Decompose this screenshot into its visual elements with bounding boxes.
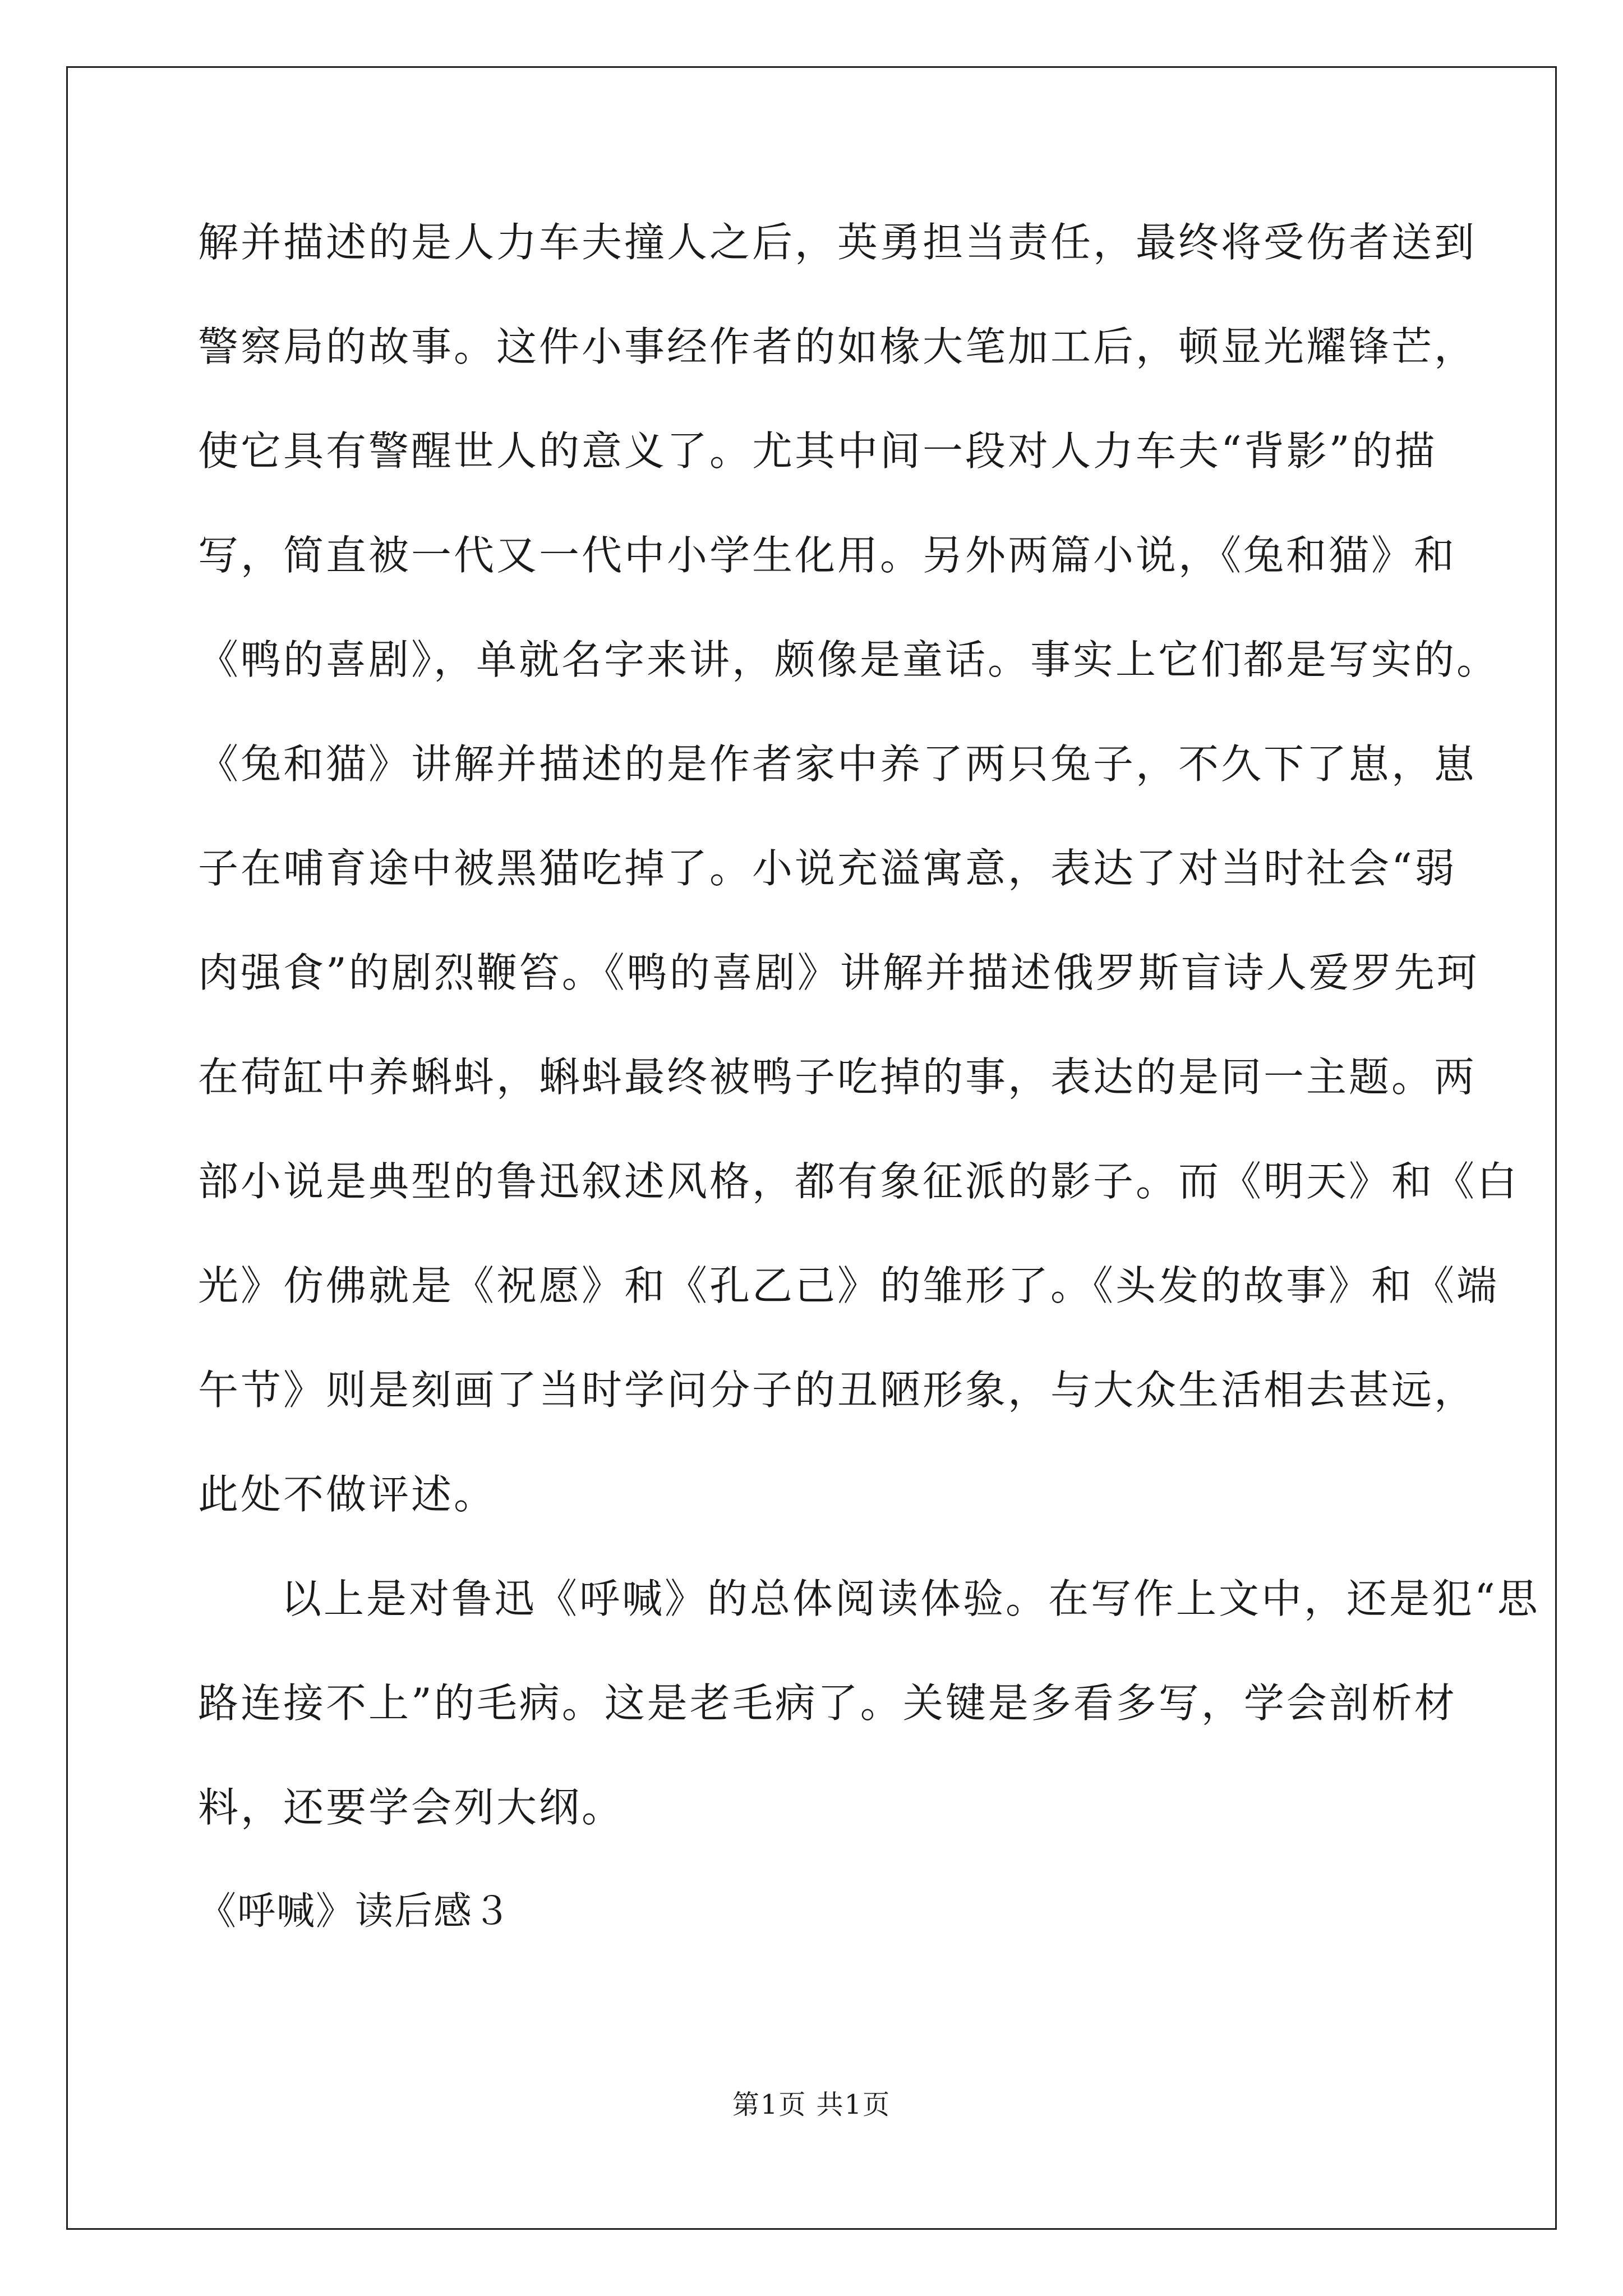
paragraph-line: 部小说是典型的鲁迅叙述风格，都有象征派的影子。而《明天》和《白 — [198, 1158, 1520, 1205]
paragraph-line: 以上是对鲁迅《呼喊》的总体阅读体验。在写作上文中，还是犯“思 — [281, 1575, 1540, 1622]
paragraph-line: 料，还要学会列大纲。 — [198, 1784, 625, 1831]
section-heading: 《呼喊》读后感３ — [198, 1889, 513, 1934]
paragraph-line: 解并描述的是人力车夫撞人之后，英勇担当责任，最终将受伤者送到 — [198, 219, 1477, 266]
paragraph-line: 肉强食”的剧烈鞭笞。《鸭的喜剧》讲解并描述俄罗斯盲诗人爱罗先珂 — [198, 949, 1479, 996]
paragraph-line: 午节》则是刻画了当时学问分子的丑陋形象，与大众生活相去甚远， — [198, 1366, 1477, 1414]
document-body — [198, 216, 1540, 1990]
paragraph-line: 警察局的故事。这件小事经作者的如椽大笔加工后，顿显光耀锋芒， — [198, 323, 1477, 370]
paragraph-line: 《鸭的喜剧》，单就名字来讲，颇像是童话。事实上它们都是写实的。 — [198, 636, 1500, 683]
paragraph-line: 使它具有警醒世人的意义了。尤其中间一段对人力车夫“背影”的描 — [198, 427, 1437, 475]
paragraph-line: 路连接不上”的毛病。这是老毛病了。关键是多看多写，学会剖析材 — [198, 1680, 1457, 1727]
page-footer: 第1页 共1页 — [732, 2089, 891, 2120]
paragraph-line: 此处不做评述。 — [198, 1471, 497, 1518]
paragraph-line: 《兔和猫》讲解并描述的是作者家中养了两只兔子，不久下了崽，崽 — [198, 740, 1477, 788]
paragraph-line: 光》仿佛就是《祝愿》和《孔乙己》的雏形了。《头发的故事》和《端 — [198, 1262, 1500, 1309]
paragraph-line: 写，简直被一代又一代中小学生化用。另外两篇小说，《兔和猫》和 — [198, 532, 1457, 579]
paragraph-line: 在荷缸中养蝌蚪，蝌蚪最终被鸭子吃掉的事，表达的是同一主题。两 — [198, 1053, 1477, 1101]
paragraph-line: 子在哺育途中被黑猫吃掉了。小说充溢寓意，表达了对当时社会“弱 — [198, 845, 1457, 892]
